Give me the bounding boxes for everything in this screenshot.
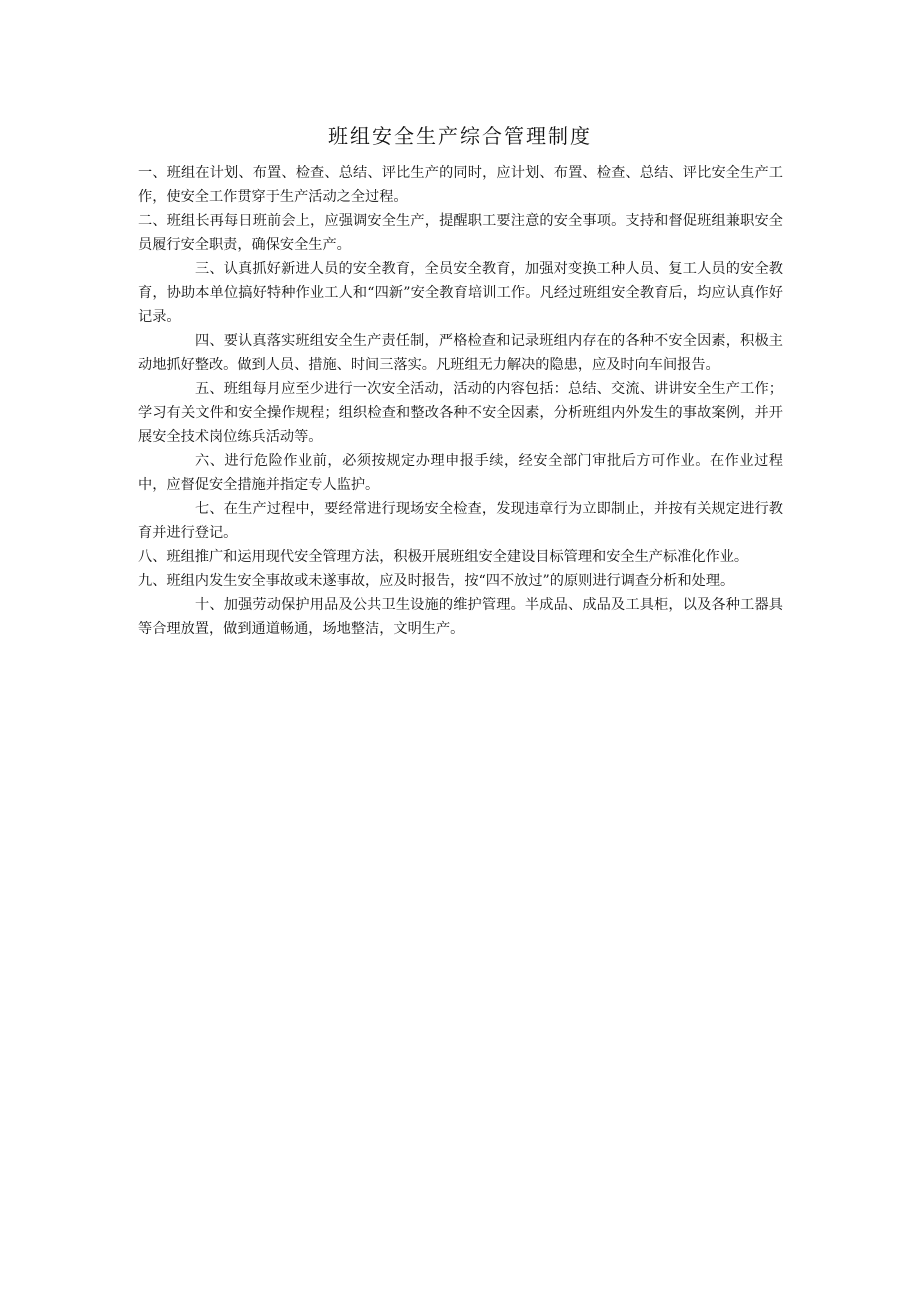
document-title: 班组安全生产综合管理制度 — [328, 124, 592, 148]
paragraph-4: 四、要认真落实班组安全生产责任制，严格检查和记录班组内存在的各种不安全因素，积极主动地抓好整改。做到人员、措施、时间三落实。凡班组无力解决的隐患，应及时向车间报告。 — [138, 333, 783, 373]
paragraph-10: 十、加强劳动保护用品及公共卫生设施的维护管理。半成品、成品及工具柜，以及各种工器具等合理放置，做到通道畅通，场地整洁，文明生产。 — [138, 597, 783, 637]
paragraph-5: 五、班组每月应至少进行一次安全活动，活动的内容包括：总结、交流、讲讲安全生产工作；学习有关文件和安全操作规程；组织检查和整改各种不安全因素，分析班组内外发生的事故案例，并开展安全技术岗位练兵活动等。 — [138, 381, 783, 445]
paragraph-6: 六、进行危险作业前，必须按规定办理申报手续，经安全部门审批后方可作业。在作业过程中，应督促安全措施并指定专人监护。 — [138, 453, 783, 493]
paragraph-3: 三、认真抓好新进人员的安全教育，全员安全教育，加强对变换工种人员、复工人员的安全教育，协助本单位搞好特种作业工人和“四新”安全教育培训工作。凡经过班组安全教育后，均应认真作好记录。 — [138, 261, 783, 325]
paragraph-1: 一、班组在计划、布置、检查、总结、评比生产的同时，应计划、布置、检查、总结、评比安全生产工作，使安全工作贯穿于生产活动之全过程。 — [138, 165, 783, 205]
paragraph-7: 七、在生产过程中，要经常进行现场安全检查，发现违章行为立即制止，并按有关规定进行教育并进行登记。 — [138, 501, 783, 541]
paragraph-9: 九、班组内发生安全事故或未遂事故，应及时报告，按“四不放过”的原则进行调查分析和处理。 — [138, 573, 735, 589]
document-body — [138, 161, 783, 641]
paragraph-8: 八、班组推广和运用现代安全管理方法，积极开展班组安全建设目标管理和安全生产标准化作业。 — [138, 549, 749, 565]
paragraph-2: 二、班组长再每日班前会上，应强调安全生产，提醒职工要注意的安全事项。支持和督促班组兼职安全员履行安全职责，确保安全生产。 — [138, 213, 783, 253]
